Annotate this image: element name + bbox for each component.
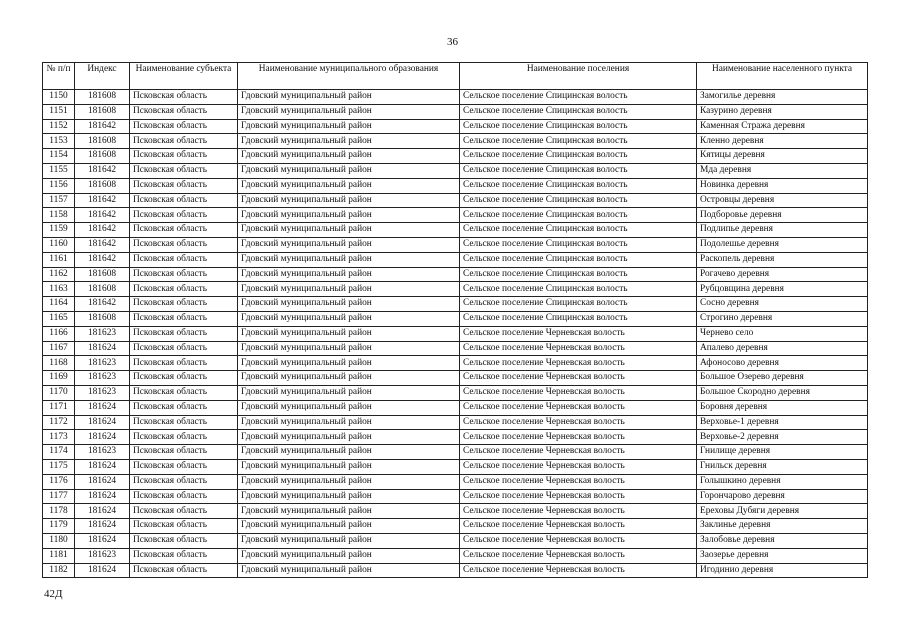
cell-locality: Замогилье деревня: [697, 90, 868, 105]
cell-locality: Новинка деревня: [697, 178, 868, 193]
cell-locality: Горончарово деревня: [697, 489, 868, 504]
table-row: [43, 223, 868, 238]
cell-locality: Заклинье деревня: [697, 519, 868, 534]
cell-municipality: Гдовский муниципальный район: [238, 193, 460, 208]
cell-locality: Кленно деревня: [697, 134, 868, 149]
cell-settlement: Сельское поселение Спицинская волость: [460, 149, 697, 164]
table-row: [43, 311, 868, 326]
cell-index: 181624: [75, 474, 130, 489]
cell-subject: Псковская область: [130, 341, 238, 356]
cell-municipality: Гдовский муниципальный район: [238, 459, 460, 474]
cell-locality: Большое Озерево деревня: [697, 371, 868, 386]
cell-subject: Псковская область: [130, 252, 238, 267]
cell-num: 1167: [43, 341, 75, 356]
table-row: [43, 282, 868, 297]
cell-settlement: Сельское поселение Черневская волость: [460, 519, 697, 534]
cell-locality: Игодинио деревня: [697, 563, 868, 578]
cell-num: 1157: [43, 193, 75, 208]
table-row: [43, 208, 868, 223]
table-row: [43, 385, 868, 400]
cell-settlement: Сельское поселение Черневская волость: [460, 415, 697, 430]
cell-index: 181608: [75, 149, 130, 164]
cell-municipality: Гдовский муниципальный район: [238, 237, 460, 252]
table-row: [43, 548, 868, 563]
table-row: [43, 371, 868, 386]
table-row: [43, 163, 868, 178]
table-row: [43, 119, 868, 134]
cell-num: 1172: [43, 415, 75, 430]
cell-subject: Псковская область: [130, 326, 238, 341]
column-header-locality: Наименование населенного пункта: [697, 63, 868, 90]
table-row: [43, 149, 868, 164]
cell-settlement: Сельское поселение Спицинская волость: [460, 178, 697, 193]
cell-locality: Казурино деревня: [697, 104, 868, 119]
cell-subject: Псковская область: [130, 223, 238, 238]
table-row: [43, 104, 868, 119]
column-header-subject: Наименование субъекта: [130, 63, 238, 90]
cell-subject: Псковская область: [130, 208, 238, 223]
cell-settlement: Сельское поселение Спицинская волость: [460, 297, 697, 312]
table-row: [43, 178, 868, 193]
table-row: [43, 252, 868, 267]
cell-num: 1153: [43, 134, 75, 149]
cell-index: 181642: [75, 237, 130, 252]
cell-municipality: Гдовский муниципальный район: [238, 90, 460, 105]
cell-index: 181624: [75, 341, 130, 356]
cell-subject: Псковская область: [130, 474, 238, 489]
table-row: [43, 519, 868, 534]
cell-settlement: Сельское поселение Черневская волость: [460, 548, 697, 563]
cell-num: 1166: [43, 326, 75, 341]
page-number: 36: [447, 36, 458, 48]
cell-num: 1163: [43, 282, 75, 297]
cell-settlement: Сельское поселение Черневская волость: [460, 533, 697, 548]
table-row: [43, 459, 868, 474]
cell-num: 1162: [43, 267, 75, 282]
cell-locality: Строгино деревня: [697, 311, 868, 326]
cell-settlement: Сельское поселение Черневская волость: [460, 474, 697, 489]
cell-locality: Голышкино деревня: [697, 474, 868, 489]
cell-subject: Псковская область: [130, 504, 238, 519]
cell-locality: Рогачево деревня: [697, 267, 868, 282]
table-row: [43, 489, 868, 504]
cell-settlement: Сельское поселение Спицинская волость: [460, 163, 697, 178]
cell-num: 1170: [43, 385, 75, 400]
table-row: [43, 533, 868, 548]
cell-locality: Мда деревня: [697, 163, 868, 178]
cell-locality: Рубцовщина деревня: [697, 282, 868, 297]
table-row: [43, 193, 868, 208]
cell-num: 1180: [43, 533, 75, 548]
cell-num: 1150: [43, 90, 75, 105]
cell-settlement: Сельское поселение Спицинская волость: [460, 282, 697, 297]
cell-municipality: Гдовский муниципальный район: [238, 341, 460, 356]
cell-locality: Верховье-2 деревня: [697, 430, 868, 445]
cell-settlement: Сельское поселение Черневская волость: [460, 459, 697, 474]
cell-settlement: Сельское поселение Спицинская волость: [460, 237, 697, 252]
cell-subject: Псковская область: [130, 134, 238, 149]
table-row: [43, 430, 868, 445]
table-row: [43, 297, 868, 312]
cell-locality: Апалево деревня: [697, 341, 868, 356]
cell-num: 1177: [43, 489, 75, 504]
cell-num: 1152: [43, 119, 75, 134]
cell-index: 181608: [75, 311, 130, 326]
cell-num: 1175: [43, 459, 75, 474]
cell-locality: Подборовье деревня: [697, 208, 868, 223]
cell-municipality: Гдовский муниципальный район: [238, 119, 460, 134]
cell-settlement: Сельское поселение Черневская волость: [460, 504, 697, 519]
cell-municipality: Гдовский муниципальный район: [238, 252, 460, 267]
cell-subject: Псковская область: [130, 415, 238, 430]
cell-index: 181624: [75, 430, 130, 445]
column-header-municipality: Наименование муниципального образования: [238, 63, 460, 90]
cell-municipality: Гдовский муниципальный район: [238, 311, 460, 326]
cell-municipality: Гдовский муниципальный район: [238, 548, 460, 563]
cell-num: 1176: [43, 474, 75, 489]
cell-settlement: Сельское поселение Спицинская волость: [460, 208, 697, 223]
cell-num: 1160: [43, 237, 75, 252]
cell-subject: Псковская область: [130, 267, 238, 282]
cell-index: 181642: [75, 297, 130, 312]
cell-locality: Подолешье деревня: [697, 237, 868, 252]
cell-subject: Псковская область: [130, 104, 238, 119]
cell-settlement: Сельское поселение Черневская волость: [460, 385, 697, 400]
column-header-num: № п/п: [43, 63, 75, 90]
cell-num: 1182: [43, 563, 75, 578]
cell-index: 181608: [75, 90, 130, 105]
table-row: [43, 134, 868, 149]
cell-index: 181623: [75, 326, 130, 341]
cell-municipality: Гдовский муниципальный район: [238, 208, 460, 223]
cell-subject: Псковская область: [130, 519, 238, 534]
cell-index: 181624: [75, 489, 130, 504]
cell-municipality: Гдовский муниципальный район: [238, 267, 460, 282]
cell-num: 1171: [43, 400, 75, 415]
cell-subject: Псковская область: [130, 90, 238, 105]
cell-settlement: Сельское поселение Спицинская волость: [460, 267, 697, 282]
cell-num: 1174: [43, 445, 75, 460]
cell-num: 1164: [43, 297, 75, 312]
cell-locality: Верховье-1 деревня: [697, 415, 868, 430]
cell-municipality: Гдовский муниципальный район: [238, 489, 460, 504]
cell-num: 1158: [43, 208, 75, 223]
table-body: [43, 90, 868, 578]
cell-municipality: Гдовский муниципальный район: [238, 533, 460, 548]
cell-municipality: Гдовский муниципальный район: [238, 563, 460, 578]
table-row: [43, 326, 868, 341]
cell-locality: Афоносово деревня: [697, 356, 868, 371]
cell-index: 181623: [75, 445, 130, 460]
cell-index: 181624: [75, 400, 130, 415]
cell-index: 181608: [75, 134, 130, 149]
table-row: [43, 445, 868, 460]
cell-municipality: Гдовский муниципальный район: [238, 445, 460, 460]
cell-num: 1168: [43, 356, 75, 371]
cell-num: 1154: [43, 149, 75, 164]
table-row: [43, 415, 868, 430]
cell-index: 181624: [75, 504, 130, 519]
cell-subject: Псковская область: [130, 119, 238, 134]
column-header-settlement: Наименование поселения: [460, 63, 697, 90]
cell-subject: Псковская область: [130, 149, 238, 164]
cell-locality: Раскопель деревня: [697, 252, 868, 267]
cell-index: 181642: [75, 193, 130, 208]
cell-subject: Псковская область: [130, 178, 238, 193]
cell-locality: Залобовье деревня: [697, 533, 868, 548]
cell-index: 181623: [75, 356, 130, 371]
cell-municipality: Гдовский муниципальный район: [238, 223, 460, 238]
cell-settlement: Сельское поселение Черневская волость: [460, 356, 697, 371]
cell-settlement: Сельское поселение Спицинская волость: [460, 252, 697, 267]
cell-num: 1159: [43, 223, 75, 238]
cell-subject: Псковская область: [130, 282, 238, 297]
cell-num: 1169: [43, 371, 75, 386]
cell-settlement: Сельское поселение Спицинская волость: [460, 119, 697, 134]
cell-index: 181624: [75, 519, 130, 534]
cell-locality: Каменная Стража деревня: [697, 119, 868, 134]
cell-municipality: Гдовский муниципальный район: [238, 297, 460, 312]
table-row: [43, 563, 868, 578]
cell-subject: Псковская область: [130, 193, 238, 208]
cell-municipality: Гдовский муниципальный район: [238, 385, 460, 400]
cell-num: 1178: [43, 504, 75, 519]
cell-settlement: Сельское поселение Черневская волость: [460, 563, 697, 578]
cell-locality: Боровня деревня: [697, 400, 868, 415]
cell-num: 1173: [43, 430, 75, 445]
cell-municipality: Гдовский муниципальный район: [238, 371, 460, 386]
cell-locality: Кятицы деревня: [697, 149, 868, 164]
cell-num: 1161: [43, 252, 75, 267]
cell-municipality: Гдовский муниципальный район: [238, 519, 460, 534]
cell-settlement: Сельское поселение Спицинская волость: [460, 104, 697, 119]
cell-index: 181623: [75, 371, 130, 386]
cell-municipality: Гдовский муниципальный район: [238, 104, 460, 119]
cell-settlement: Сельское поселение Черневская волость: [460, 430, 697, 445]
table-header-row: [43, 63, 868, 90]
cell-index: 181624: [75, 415, 130, 430]
cell-locality: Заозерье деревня: [697, 548, 868, 563]
footer-code: 42Д: [44, 588, 63, 600]
cell-index: 181608: [75, 104, 130, 119]
cell-locality: Подлипье деревня: [697, 223, 868, 238]
cell-settlement: Сельское поселение Черневская волость: [460, 341, 697, 356]
cell-subject: Псковская область: [130, 489, 238, 504]
cell-locality: Сосно деревня: [697, 297, 868, 312]
table-row: [43, 267, 868, 282]
cell-settlement: Сельское поселение Черневская волость: [460, 489, 697, 504]
cell-municipality: Гдовский муниципальный район: [238, 504, 460, 519]
cell-subject: Псковская область: [130, 237, 238, 252]
cell-index: 181623: [75, 385, 130, 400]
cell-municipality: Гдовский муниципальный район: [238, 282, 460, 297]
cell-settlement: Сельское поселение Черневская волость: [460, 445, 697, 460]
cell-settlement: Сельское поселение Спицинская волость: [460, 193, 697, 208]
cell-subject: Псковская область: [130, 385, 238, 400]
cell-num: 1156: [43, 178, 75, 193]
cell-index: 181608: [75, 178, 130, 193]
cell-num: 1181: [43, 548, 75, 563]
cell-subject: Псковская область: [130, 430, 238, 445]
cell-municipality: Гдовский муниципальный район: [238, 400, 460, 415]
cell-locality: Гнилище деревня: [697, 445, 868, 460]
cell-settlement: Сельское поселение Спицинская волость: [460, 90, 697, 105]
cell-municipality: Гдовский муниципальный район: [238, 163, 460, 178]
cell-settlement: Сельское поселение Спицинская волость: [460, 311, 697, 326]
table-row: [43, 356, 868, 371]
cell-subject: Псковская область: [130, 400, 238, 415]
table-row: [43, 400, 868, 415]
cell-index: 181608: [75, 282, 130, 297]
table-row: [43, 341, 868, 356]
cell-municipality: Гдовский муниципальный район: [238, 134, 460, 149]
cell-subject: Псковская область: [130, 563, 238, 578]
cell-municipality: Гдовский муниципальный район: [238, 178, 460, 193]
cell-num: 1151: [43, 104, 75, 119]
cell-subject: Псковская область: [130, 548, 238, 563]
cell-subject: Псковская область: [130, 459, 238, 474]
cell-locality: Гнильск деревня: [697, 459, 868, 474]
cell-index: 181608: [75, 267, 130, 282]
cell-locality: Большое Скородно деревня: [697, 385, 868, 400]
cell-settlement: Сельское поселение Черневская волость: [460, 326, 697, 341]
table-row: [43, 90, 868, 105]
cell-locality: Островцы деревня: [697, 193, 868, 208]
table-row: [43, 474, 868, 489]
cell-municipality: Гдовский муниципальный район: [238, 149, 460, 164]
cell-subject: Псковская область: [130, 311, 238, 326]
table-row: [43, 504, 868, 519]
cell-municipality: Гдовский муниципальный район: [238, 415, 460, 430]
cell-subject: Псковская область: [130, 533, 238, 548]
cell-num: 1179: [43, 519, 75, 534]
cell-subject: Псковская область: [130, 356, 238, 371]
cell-num: 1155: [43, 163, 75, 178]
settlements-table: [42, 62, 868, 578]
cell-settlement: Сельское поселение Спицинская волость: [460, 134, 697, 149]
cell-subject: Псковская область: [130, 371, 238, 386]
cell-municipality: Гдовский муниципальный район: [238, 474, 460, 489]
cell-municipality: Гдовский муниципальный район: [238, 430, 460, 445]
cell-municipality: Гдовский муниципальный район: [238, 326, 460, 341]
cell-index: 181624: [75, 533, 130, 548]
column-header-index: Индекс: [75, 63, 130, 90]
cell-settlement: Сельское поселение Черневская волость: [460, 371, 697, 386]
cell-index: 181624: [75, 563, 130, 578]
cell-num: 1165: [43, 311, 75, 326]
table-row: [43, 237, 868, 252]
cell-settlement: Сельское поселение Спицинская волость: [460, 223, 697, 238]
cell-index: 181642: [75, 163, 130, 178]
cell-municipality: Гдовский муниципальный район: [238, 356, 460, 371]
cell-index: 181642: [75, 252, 130, 267]
cell-index: 181623: [75, 548, 130, 563]
cell-index: 181642: [75, 223, 130, 238]
cell-subject: Псковская область: [130, 297, 238, 312]
cell-locality: Чернево село: [697, 326, 868, 341]
cell-locality: Ереховы Дубяги деревня: [697, 504, 868, 519]
cell-subject: Псковская область: [130, 445, 238, 460]
cell-index: 181642: [75, 119, 130, 134]
cell-index: 181642: [75, 208, 130, 223]
cell-index: 181624: [75, 459, 130, 474]
cell-settlement: Сельское поселение Черневская волость: [460, 400, 697, 415]
cell-subject: Псковская область: [130, 163, 238, 178]
